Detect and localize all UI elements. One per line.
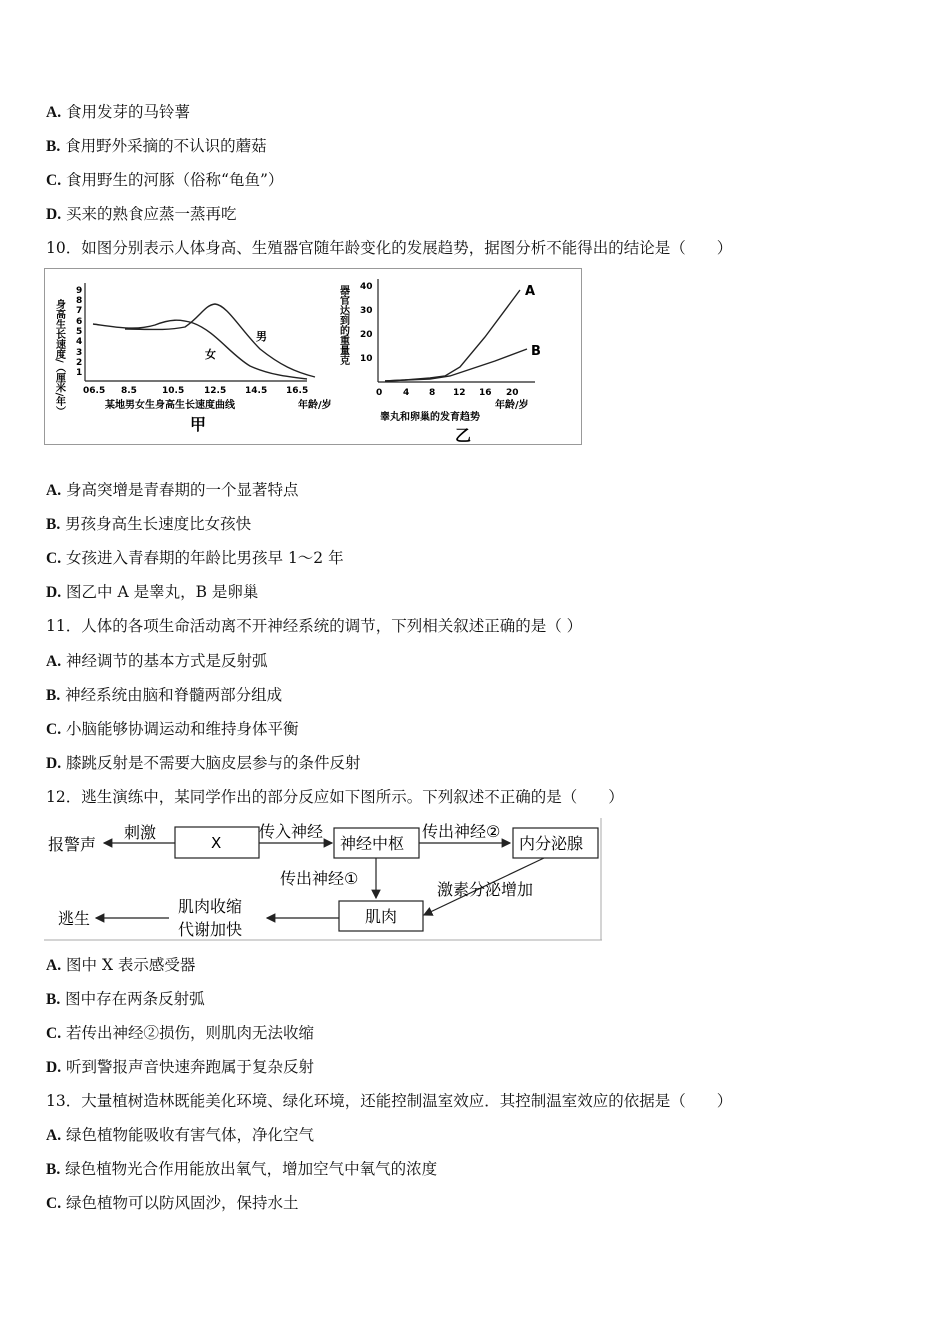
q12-option-d [46, 1056, 314, 1079]
jia-xunit: 年龄/岁 [298, 400, 332, 411]
figure-jia [54, 283, 332, 434]
yi-xtick: 0 [376, 388, 383, 398]
yi-curve-a [385, 290, 520, 381]
option-text: 膝跳反射是不需要大脑皮层参与的条件反射 [66, 754, 361, 772]
option-letter: A. [46, 957, 62, 974]
q11-option-d [46, 752, 361, 775]
q12-option-c [46, 1022, 314, 1045]
label-alarm: 报警声 [48, 835, 97, 854]
jia-caption: 某地男女生身高生长速度曲线 [105, 400, 235, 411]
yi-curve-b [385, 349, 527, 381]
option-text: 绿色植物能吸收有害气体，净化空气 [66, 1126, 315, 1144]
yi-xtick: 12 [453, 388, 466, 398]
option-text: 绿色植物可以防风固沙，保持水土 [66, 1194, 299, 1212]
q13-stem: 13．大量植树造林既能美化环境、绿化环境，还能控制温室效应．其控制温室效应的依据是（ ） [46, 1092, 733, 1110]
q10-stem: 10．如图分别表示人体身高、生殖器官随年龄变化的发展趋势，据图分析不能得出的结论是（ ） [46, 239, 733, 257]
label-contract-2: 代谢加快 [178, 920, 243, 939]
jia-xtick: 12.5 [204, 386, 227, 396]
option-text: 图中存在两条反射弧 [65, 990, 205, 1008]
q9-option-c [46, 169, 283, 192]
jia-ytick: 6 [76, 317, 83, 327]
q12-diagram [44, 818, 602, 941]
option-letter: C. [46, 1025, 62, 1042]
jia-label-female: 女 [205, 348, 216, 361]
label-stimulus: 刺激 [124, 823, 157, 842]
q10-option-b [46, 513, 251, 536]
option-letter: B. [46, 991, 61, 1008]
q11-option-b [46, 684, 282, 707]
yi-ylabel: 器官达到的重量克 [337, 285, 349, 365]
box-gland-label: 内分泌腺 [519, 834, 584, 853]
yi-ytick: 40 [360, 282, 373, 292]
option-text: 听到警报声音快速奔跑属于复杂反射 [66, 1058, 315, 1076]
option-text: 食用野生的河豚（俗称“龟鱼”） [66, 171, 284, 189]
label-contract-1: 肌肉收缩 [178, 897, 243, 916]
jia-ytick: 7 [76, 306, 83, 316]
jia-label-male: 男 [256, 330, 267, 343]
q10-option-c [46, 547, 344, 570]
figure-yi [338, 279, 541, 444]
option-text: 图中 X 表示感受器 [66, 956, 196, 974]
q11-option-a [46, 650, 268, 673]
box-x-label: X [211, 834, 222, 852]
option-letter: B. [46, 687, 61, 704]
option-letter: C. [46, 1195, 62, 1212]
option-text: 身高突增是青春期的一个显著特点 [66, 481, 299, 499]
yi-panel-label: 乙 [455, 426, 472, 444]
label-efferent2: 传出神经② [422, 822, 501, 841]
option-letter: A. [46, 104, 62, 121]
yi-xunit: 年龄/岁 [495, 400, 529, 411]
jia-xtick: 8.5 [121, 386, 137, 396]
option-text: 买来的熟食应蒸一蒸再吃 [66, 205, 237, 223]
jia-ytick: 2 [76, 358, 83, 368]
option-letter: A. [46, 482, 62, 499]
jia-ytick: 1 [76, 368, 83, 378]
option-letter: B. [46, 516, 61, 533]
q11-option-c [46, 718, 299, 741]
jia-ylabel-vertical: 身高生长速度/（厘米/年） [53, 299, 65, 417]
box-muscle-label: 肌肉 [365, 907, 398, 926]
option-text: 食用发芽的马铃薯 [66, 103, 191, 121]
jia-xtick: 16.5 [286, 386, 309, 396]
q9-option-a [46, 101, 190, 124]
option-text: 小脑能够协调运动和维持身体平衡 [66, 720, 299, 738]
jia-xtick: 10.5 [162, 386, 185, 396]
option-text: 神经调节的基本方式是反射弧 [66, 652, 268, 670]
q10-figure [44, 268, 582, 445]
option-letter: C. [46, 721, 62, 738]
label-efferent1: 传出神经① [280, 869, 359, 888]
yi-caption: 睾丸和卵巢的发育趋势 [380, 412, 480, 423]
jia-xtick: 14.5 [245, 386, 268, 396]
option-text: 神经系统由脑和脊髓两部分组成 [65, 686, 283, 704]
jia-ytick: 9 [76, 286, 83, 296]
q13-option-b [46, 1158, 437, 1181]
option-letter: D. [46, 1059, 62, 1076]
jia-xtick: 06.5 [83, 386, 106, 396]
jia-ytick: 4 [76, 337, 83, 347]
option-letter: D. [46, 584, 62, 601]
yi-label-a: A [525, 284, 536, 299]
q13-option-c [46, 1192, 299, 1215]
yi-ytick: 20 [360, 330, 373, 340]
option-letter: C. [46, 172, 62, 189]
q9-option-b [46, 135, 267, 158]
option-letter: B. [46, 1161, 61, 1178]
jia-ytick: 5 [76, 327, 83, 337]
jia-ytick: 8 [76, 296, 83, 306]
option-text: 食用野外采摘的不认识的蘑菇 [65, 137, 267, 155]
q10-figure-svg [45, 269, 581, 444]
option-letter: D. [46, 755, 62, 772]
box-center-label: 神经中枢 [340, 834, 405, 853]
option-letter: A. [46, 1127, 62, 1144]
option-text: 男孩身高生长速度比女孩快 [65, 515, 252, 533]
yi-xtick: 8 [429, 388, 436, 398]
q12-stem: 12．逃生演练中，某同学作出的部分反应如下图所示。下列叙述不正确的是（ ） [46, 788, 624, 806]
option-text: 若传出神经②损伤，则肌肉无法收缩 [66, 1024, 315, 1042]
option-letter: D. [46, 206, 62, 223]
yi-ytick: 10 [360, 354, 373, 364]
jia-panel-label: 甲 [190, 415, 207, 434]
q12-option-a [46, 954, 195, 977]
q12-diagram-svg [44, 818, 602, 941]
option-letter: C. [46, 550, 62, 567]
label-escape: 逃生 [58, 909, 91, 928]
option-letter: B. [46, 138, 61, 155]
q12-option-b [46, 988, 205, 1011]
yi-label-b: B [531, 344, 541, 359]
yi-xtick: 20 [506, 388, 519, 398]
q10-option-a [46, 479, 299, 502]
option-text: 绿色植物光合作用能放出氧气，增加空气中氧气的浓度 [65, 1160, 438, 1178]
q10-option-d [46, 581, 258, 604]
yi-ytick: 30 [360, 306, 373, 316]
option-text: 女孩进入青春期的年龄比男孩早 1～2 年 [66, 549, 344, 567]
q11-stem: 11．人体的各项生命活动离不开神经系统的调节，下列相关叙述正确的是（ ） [46, 617, 583, 635]
jia-ytick: 3 [76, 348, 83, 358]
label-hormone: 激素分泌增加 [437, 880, 534, 899]
q13-option-a [46, 1124, 314, 1147]
yi-xtick: 4 [403, 388, 410, 398]
yi-xtick: 16 [479, 388, 492, 398]
option-text: 图乙中 A 是睾丸，B 是卵巢 [66, 583, 259, 601]
label-afferent: 传入神经 [259, 822, 324, 841]
q9-option-d [46, 203, 237, 226]
option-letter: A. [46, 653, 62, 670]
